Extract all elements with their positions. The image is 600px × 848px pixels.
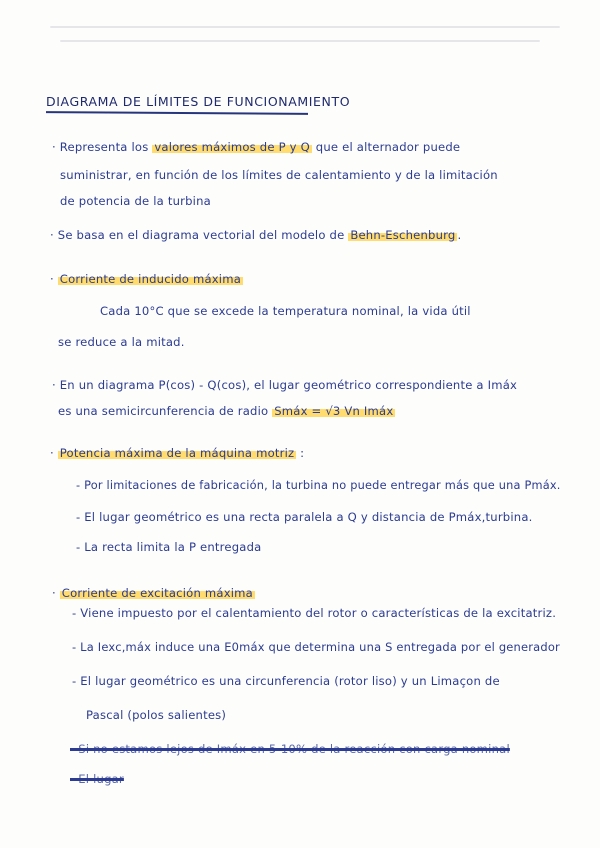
highlight: Behn-Eschenburg [350,228,456,242]
title-underline [46,111,308,114]
text-line: - La Iexc,máx induce una E0máx que determina una S entregada por el generador [72,640,560,654]
text-line: - Por limitaciones de fabricación, la turbina no puede entregar más que una Pmáx. [76,478,561,492]
text-line: · Representa los valores máximos de P y Q que el alternador puede [52,140,461,154]
section-heading: · Corriente de inducido máxima [50,272,242,286]
section-heading: · Corriente de excitación máxima [52,586,253,600]
text-line: se reduce a la mitad. [58,335,185,349]
text-line: · Se basa en el diagrama vectorial del modelo de Behn-Eschenburg . [50,228,462,242]
highlight: Smáx = √3 Vn Imáx [274,404,394,418]
highlight: valores máximos de P y Q [154,140,310,154]
section-heading: · Potencia máxima de la máquina motriz : [50,446,305,460]
text-line: Pascal (polos salientes) [86,708,227,722]
text-line: Cada 10°C que se excede la temperatura nominal, la vida útil [100,304,471,318]
highlight: Corriente de excitación máxima [61,586,253,600]
page-title: DIAGRAMA DE LÍMITES DE FUNCIONAMIENTO [46,94,351,109]
struck-text-line: - Si no estamos lejos de Imáx en 5-10% de la reacción con carga nominal [70,742,510,756]
highlight: Potencia máxima de la máquina motriz [59,446,295,460]
text-line: - El lugar geométrico es una circunferencia (rotor liso) y un Limaçon de [72,674,500,688]
text-line: - Viene impuesto por el calentamiento del rotor o características de la excitatriz. [72,606,557,620]
text-line: es una semicircunferencia de radio Smáx = √3 Vn Imáx [58,404,394,418]
text-line: · En un diagrama P(cos) - Q(cos), el lugar geométrico correspondiente a Imáx [52,378,518,392]
text-line: suministrar, en función de los límites de calentamiento y de la limitación [60,168,498,182]
text-line: de potencia de la turbina [60,194,211,208]
bleed-through-line [60,40,540,42]
bleed-through-line [50,26,560,28]
text-line: - La recta limita la P entregada [76,540,262,554]
struck-text-line: - El lugar [70,772,124,786]
highlight: Corriente de inducido máxima [59,272,242,286]
text-line: - El lugar geométrico es una recta paralela a Q y distancia de Pmáx,turbina. [76,510,533,524]
